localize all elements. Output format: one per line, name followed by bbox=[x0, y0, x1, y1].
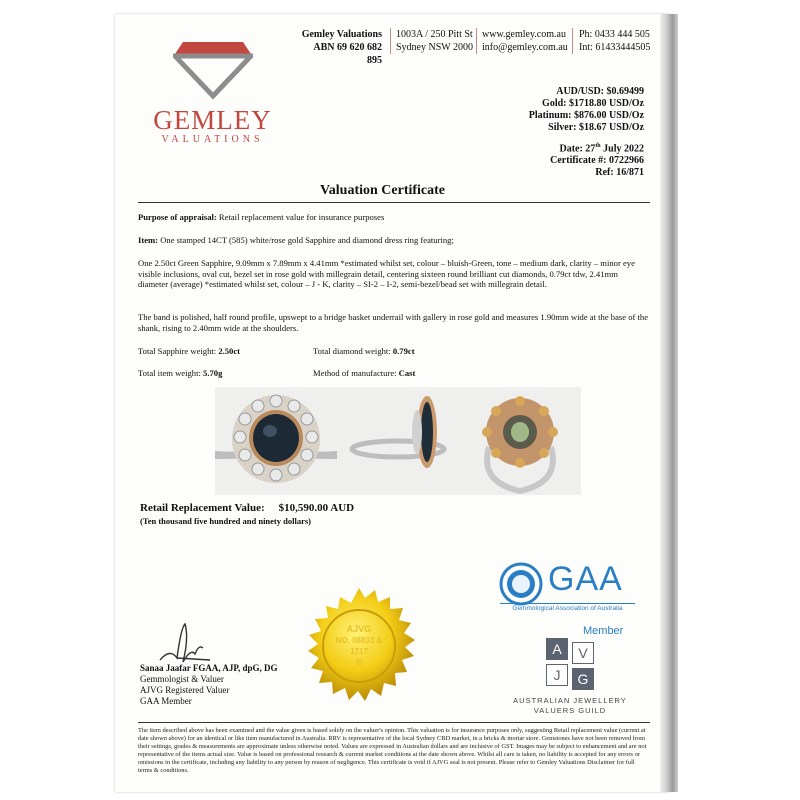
address-line-2: Sydney NSW 2000 bbox=[396, 42, 474, 53]
certificate-date: Date: 27th July 2022 bbox=[559, 143, 644, 155]
item-line: Item: One stamped 14CT (585) white/rose gold Sapphire and diamond dress ring featuring; bbox=[138, 235, 454, 245]
svg-text:NO. 08833 &: NO. 08833 & bbox=[335, 636, 383, 645]
intl-number: Int: 61433444505 bbox=[579, 42, 651, 53]
ajvg-mark-icon: A V J G bbox=[546, 638, 594, 686]
aud-usd-rate: AUD/USD: $0.69499 bbox=[556, 86, 644, 97]
ring-photo-side bbox=[337, 387, 459, 495]
phone-number: Ph: 0433 444 505 bbox=[579, 29, 650, 40]
gaa-full-name: Gemmological Association of Australia bbox=[500, 603, 635, 612]
metal-rates bbox=[529, 86, 644, 134]
header-divider bbox=[476, 28, 477, 54]
platinum-rate: Platinum: $876.00 USD/Oz bbox=[528, 110, 644, 121]
page-title: Valuation Certificate bbox=[319, 183, 446, 198]
address-block bbox=[396, 28, 473, 54]
ajvg-name-line-2: VALUERS GUILD bbox=[533, 706, 607, 715]
company-block bbox=[300, 28, 382, 67]
svg-text:1717: 1717 bbox=[350, 647, 368, 656]
disclaimer-rule bbox=[138, 722, 650, 723]
band-paragraph: The band is polished, half round profile, upswept to a bridge basket underrail with gallery in rose gold and measures 1.90mm wide at the base of the shank, rising to 2.40mm wide at the shoulders. bbox=[138, 312, 649, 333]
email-link[interactable]: info@gemley.com.au bbox=[482, 42, 568, 53]
header-divider bbox=[572, 28, 573, 54]
gaa-abbr: GAA bbox=[548, 560, 623, 598]
gemley-logo-icon bbox=[150, 38, 275, 100]
certificate-ref: Ref: 16/871 bbox=[595, 167, 644, 179]
gaa-member-label: Member bbox=[583, 625, 624, 637]
certificate-number: Certificate #: 0722966 bbox=[550, 155, 644, 167]
disclaimer-text: The item described above has been examined and the value given is based solely on the valuer's opinion. This valuation is for insurance purposes only, suggesting Retail replacement value (current at date shown above) for an identical or like item manufactured in Australia. RRV is representative of the local Sydney CBD market, in a bricks & mortar store. Gemstones have not been removed from their settings, grades & measurements are approximate unless otherwise noted. Values are expressed in Australian dollars and are inclusive of GST. Images may be subject to enhancement and are not representative of the items actual size. Value is based on professional research & current market conditions at the date shown above. Whilst all care is taken, no liability is accepted for any errors or omissions in the certificate, including any liability to any person by reason of negligence. This certificate is void if AJVG seal is not present. Please refer to Gemley Valuations Disclaimer for full terms & conditions. bbox=[138, 727, 647, 774]
logo-wordmark: GEMLEY bbox=[153, 105, 272, 135]
item-weight: Total item weight: 5.70g bbox=[138, 368, 223, 378]
value-in-words: (Ten thousand five hundred and ninety dollars) bbox=[140, 516, 311, 526]
retail-replacement-value: Retail Replacement Value: $10,590.00 AUD bbox=[140, 502, 355, 514]
description-paragraph: One 2.50ct Green Sapphire, 9.09mm x 7.89mm x 4.41mm *estimated whilst set, colour – bluish-Green, tone – medium dark, clarity – minor eye visible inclusions, oval cut, bezel set in rose gold with millegrain detail, centering sixteen round brilliant cut diamonds, 0.79ct tdw, 2.41mm diameter (average) *estimated whilst set, colour – J - K, clarity – SI-2 – I-2, semi-bezel/bead set with millegrain detail. bbox=[138, 258, 635, 289]
header-divider bbox=[390, 28, 391, 54]
manufacture-method: Method of manufacture: Cast bbox=[313, 368, 416, 378]
ring-photo-back bbox=[459, 387, 581, 495]
certificate-info bbox=[550, 140, 644, 179]
ring-photo-front bbox=[215, 387, 337, 495]
signer-role: Gemmologist & Valuer bbox=[140, 674, 224, 684]
purpose-line: Purpose of appraisal: Retail replacement value for insurance purposes bbox=[138, 212, 385, 222]
title-rule bbox=[138, 202, 650, 203]
web-block bbox=[482, 28, 568, 54]
signer-role: AJVG Registered Valuer bbox=[140, 685, 230, 695]
diamond-weight: Total diamond weight: 0.79ct bbox=[313, 346, 415, 356]
ajvg-name-line-1: AUSTRALIAN JEWELLERY bbox=[513, 696, 627, 705]
page-edge-shadow bbox=[660, 14, 678, 792]
svg-text:AJVG: AJVG bbox=[346, 624, 372, 634]
svg-text:III: III bbox=[355, 658, 363, 667]
sapphire-weight: Total Sapphire weight: 2.50ct bbox=[138, 346, 241, 356]
website-link[interactable]: www.gemley.com.au bbox=[482, 29, 566, 40]
company-abn: ABN 69 620 682 895 bbox=[313, 42, 382, 66]
phone-block bbox=[579, 28, 650, 54]
gaa-globe-icon bbox=[498, 562, 544, 606]
logo-subtitle: VALUATIONS bbox=[161, 134, 264, 145]
ajvg-gold-seal-icon bbox=[297, 588, 421, 712]
address-line-1: 1003A / 250 Pitt St bbox=[396, 29, 473, 40]
signer-block bbox=[140, 663, 278, 707]
gold-rate: Gold: $1718.80 USD/Oz bbox=[542, 98, 644, 109]
silver-rate: Silver: $18.67 USD/Oz bbox=[548, 122, 644, 133]
signer-role: GAA Member bbox=[140, 696, 192, 706]
company-name: Gemley Valuations bbox=[301, 29, 382, 40]
signer-name: Sanaa Jaafar FGAA, AJP, dpG, DG bbox=[140, 663, 278, 673]
